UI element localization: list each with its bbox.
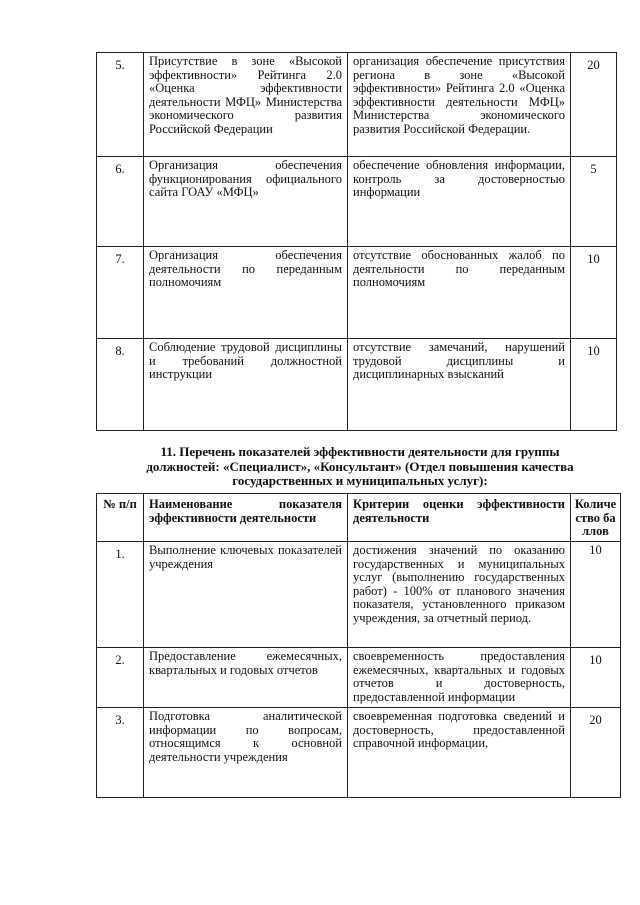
evaluation-criteria: обеспечение обновления информации, контроль за достоверностью информации xyxy=(348,157,571,247)
row-number: 2. xyxy=(97,648,144,708)
row-number: 3. xyxy=(97,708,144,798)
score-value: 10 xyxy=(571,648,621,708)
indicators-table-continued xyxy=(96,52,617,431)
indicator-name: Предоставление ежемесячных, квартальных и годовых отчетов xyxy=(144,648,348,708)
evaluation-criteria: своевременная подготовка сведений и достоверность, предоставленной справочной информации, xyxy=(348,708,571,798)
indicator-name: Организация обеспечения деятельности по переданным полномочиям xyxy=(144,247,348,339)
indicators-table-specialist xyxy=(96,493,621,798)
table-row xyxy=(97,339,617,431)
row-number: 7. xyxy=(97,247,144,339)
evaluation-criteria: отсутствие обоснованных жалоб по деятельности по переданным полномочиям xyxy=(348,247,571,339)
table-row xyxy=(97,542,621,648)
table-row xyxy=(97,157,617,247)
column-header-score: Количество баллов xyxy=(571,494,621,542)
row-number: 5. xyxy=(97,53,144,157)
column-header-number: № п/п xyxy=(97,494,144,542)
score-value: 5 xyxy=(571,157,617,247)
indicator-name: Присутствие в зоне «Высокой эффективности» Рейтинга 2.0 «Оценка эффективности деятельности МФЦ» Министерства экономического развития Российской Федерации xyxy=(144,53,348,157)
table-row xyxy=(97,247,617,339)
row-number: 8. xyxy=(97,339,144,431)
column-header-indicator: Наименование показателя эффективности деятельности xyxy=(144,494,348,542)
indicator-name: Подготовка аналитической информации по вопросам, относящимся к основной деятельности учреждения xyxy=(144,708,348,798)
evaluation-criteria: организация обеспечение присутствия региона в зоне «Высокой эффективности» Рейтинга 2.0 «Оценка эффективности деятельности МФЦ» Министерства экономического развития Российской Федерации. xyxy=(348,53,571,157)
row-number: 1. xyxy=(97,542,144,648)
column-header-criteria: Критерии оценки эффективности деятельности xyxy=(348,494,571,542)
score-value: 10 xyxy=(571,339,617,431)
score-value: 10 xyxy=(571,542,621,648)
section-heading-line: государственных и муниципальных услуг): xyxy=(232,473,488,489)
score-value: 20 xyxy=(571,708,621,798)
evaluation-criteria: своевременность предоставления ежемесячных, квартальных и годовых отчетов и достоверность, предоставленной информации xyxy=(348,648,571,708)
score-value: 20 xyxy=(571,53,617,157)
row-number: 6. xyxy=(97,157,144,247)
section-heading xyxy=(100,445,620,489)
indicator-name: Выполнение ключевых показателей учреждения xyxy=(144,542,348,648)
table-row xyxy=(97,53,617,157)
table-row xyxy=(97,708,621,798)
evaluation-criteria: отсутствие замечаний, нарушений трудовой дисциплины и дисциплинарных взысканий xyxy=(348,339,571,431)
table-header-row xyxy=(97,494,621,542)
section-heading-line: 11. Перечень показателей эффективности деятельности для группы xyxy=(160,444,560,459)
score-value: 10 xyxy=(571,247,617,339)
table-row xyxy=(97,648,621,708)
section-heading-line: должностей: «Специалист», «Консультант» (Отдел повышения качества xyxy=(146,458,574,474)
evaluation-criteria: достижения значений по оказанию государственных и муниципальных услуг (выполнению государственных работ) - 100% от планового значения показателя, установленного приказом учреждения, за отчетный период. xyxy=(348,542,571,648)
indicator-name: Организация обеспечения функционирования официального сайта ГОАУ «МФЦ» xyxy=(144,157,348,247)
indicator-name: Соблюдение трудовой дисциплины и требований должностной инструкции xyxy=(144,339,348,431)
